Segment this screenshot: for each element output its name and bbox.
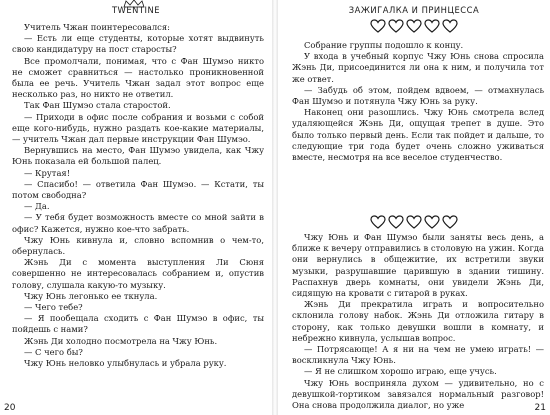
heart-icon [388, 215, 404, 229]
heart-icon [406, 19, 422, 33]
heart-icon [442, 215, 458, 229]
paragraph: Чжу Юнь неловко улыбнулась и убрала руку. [24, 358, 227, 369]
paragraph: — Я не слишком хорошо играю, еще учусь. [304, 366, 497, 377]
right-text-block-top [292, 40, 544, 163]
paragraph: Чжу Юнь восприняла духом — удивительно, но с девушкой-тортиком завязался нормальный разговор! Она снова продолжила диалог, но уже [292, 377, 544, 411]
paragraph: Чжу Юнь кивнула и, словно вспомнив о чем-то, обернулась. [12, 234, 264, 257]
heart-icon [370, 215, 386, 229]
left-page [0, 0, 272, 415]
paragraph: У входа в учебный корпус Чжу Юнь снова спросила Жэнь Ди, присоединится ли она к ним, и получила тот же ответ. [292, 51, 544, 84]
right-running-head: ЗАЖИГАЛКА И ПРИНЦЕССА [348, 5, 480, 15]
left-running-head: TWENTINE [111, 5, 161, 15]
paragraph: — У тебя будет возможность вместе со мной зайти в офис? Кажется, нужно кое-что забрать. [12, 212, 264, 234]
right-text-block-bottom [292, 232, 544, 411]
heart-icon [424, 215, 440, 229]
paragraph: — Есть ли еще студенты, которые хотят выдвинуть свою кандидатуру на пост старосты? [12, 33, 264, 55]
heart-icon [370, 19, 386, 33]
paragraph: Жэнь Ди прекратила играть и вопросительно склонила голову набок. Жэнь Ди отложила гитару в сторону, как только девушки вошли в комнату, и небрежно кивнула, услышав вопрос. [292, 299, 544, 343]
paragraph: Учитель Чжан поинтересовался: [24, 22, 170, 32]
paragraph: Так Фан Шумэо стала старостой. [24, 100, 171, 111]
paragraph: Все промолчали, понимая, что с Фан Шумэо никто не сможет сравниться — настолько проникновенной была ее речь. Учитель Чжан задал этот вопрос еще несколько раз, но никто не ответил. [12, 55, 264, 100]
paragraph: Собрание группы подошло к концу. [304, 40, 464, 50]
paragraph: Чжу Юнь и Фан Шумэо были заняты весь день, а ближе к вечеру отправились в столовую на ужин. Когда они вернулись в общежитие, их встретили звуки музыки, разрушавшие царившую в здании тишину. Распахнув дверь комнаты, они увидели Жэнь Ди, сидящую на кровати с гитарой в руках. [292, 232, 544, 299]
paragraph: — С чего бы? [24, 346, 83, 357]
paragraph: — Спасибо! — ответила Фан Шумэо. — Кстати, ты потом свободна? [12, 178, 264, 201]
left-page-number: 20 [4, 403, 16, 413]
heart-icon [442, 19, 458, 33]
right-page [278, 0, 550, 415]
paragraph: Жэнь Ди холодно посмотрела на Чжу Юнь. [24, 335, 218, 346]
left-text-block [12, 22, 264, 369]
paragraph: — Приходи в офис после собрания и возьми с собой еще кого-нибудь, нужно раздать кое-какие материалы, — учитель Чжан дал первые инструкции Фан Шумэо. [12, 111, 264, 145]
heart-divider-top [278, 18, 550, 37]
paragraph: Чжу Юнь легонько ее ткнула. [24, 290, 158, 301]
paragraph: — Чего тебе? [24, 302, 83, 313]
paragraph: — Крутая! [24, 167, 71, 178]
paragraph: — Да. [24, 201, 50, 212]
paragraph: — Потрясающе! А я ни на чем не умею играть! — воскликнула Чжу Юнь. [292, 344, 544, 366]
paragraph: Вернувшись на место, Фан Шумэо увидела, как Чжу Юнь показала ей большой палец. [12, 145, 264, 167]
paragraph: Наконец они разошлись. Чжу Юнь смотрела вслед удаляющейся Жэнь Ди, ощущая трепет в душе. Это было только первый день. Если так пойдет и дальше, то следующие три года будет очень сложно уживаться вместе, несмотря на все веселое студенчество. [292, 107, 544, 163]
heart-icon [424, 19, 440, 33]
heart-icon [388, 19, 404, 33]
heart-divider-middle [278, 214, 550, 233]
right-page-number: 21 [534, 403, 546, 413]
paragraph: Жэнь Ди с момента выступления Ли Сюня совершенно не интересовалась собранием и, опустив голову, слушала какую-то музыку. [12, 257, 264, 290]
paragraph: — Я пообещала сходить с Фан Шумэо в офис, ты пойдешь с нами? [12, 313, 264, 335]
heart-icon [406, 215, 422, 229]
paragraph: — Забудь об этом, пойдем вдвоем, — отмахнулась Фан Шумэо и потянула Чжу Юнь за руку. [292, 84, 544, 107]
